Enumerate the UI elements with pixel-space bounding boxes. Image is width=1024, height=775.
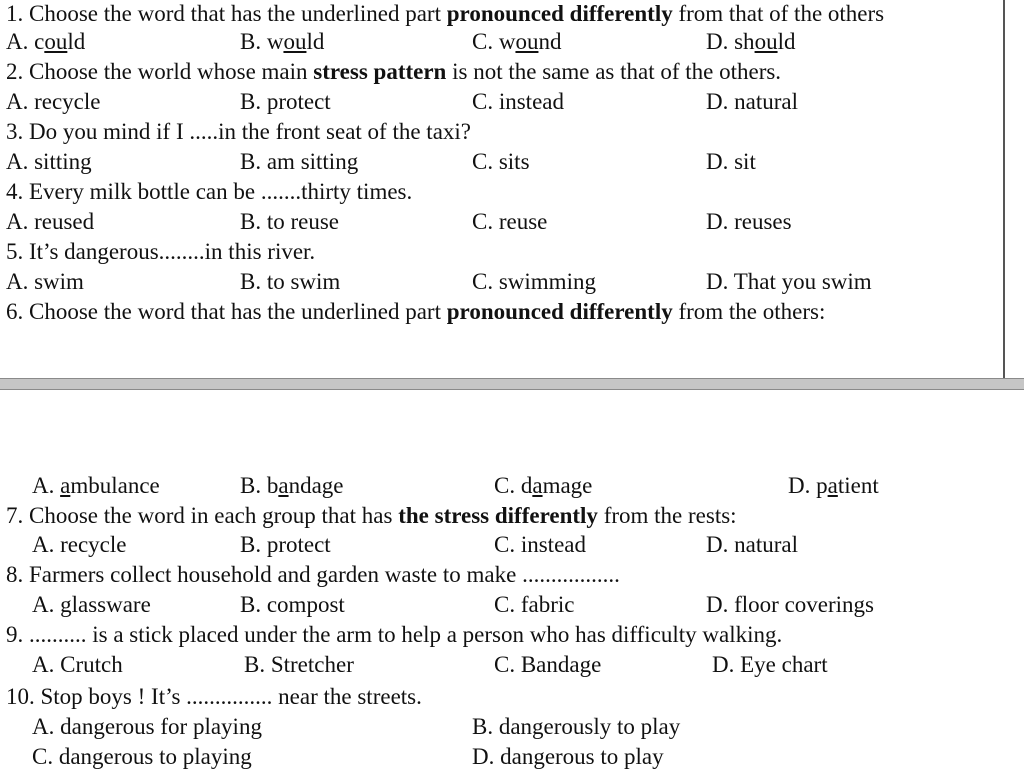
q8-option-a: A. glassware (32, 592, 151, 617)
q7-option-d: D. natural (706, 532, 798, 557)
q10-option-c: C. dangerous to playing (32, 744, 252, 769)
q3-option-b: B. am sitting (240, 149, 359, 174)
q7-option-a: A. recycle (32, 532, 127, 557)
question-5: 5. It’s dangerous........in this river. (6, 239, 316, 264)
q9-option-b: B. Stretcher (244, 652, 354, 677)
q9-option-d: D. Eye chart (712, 652, 828, 677)
q5-option-c: C. swimming (472, 269, 596, 294)
q5-option-a: A. swim (6, 269, 84, 294)
q10-option-a: A. dangerous for playing (32, 714, 262, 739)
question-7: 7. Choose the word in each group that has the stress differently from the rests: (6, 503, 737, 528)
q8-option-c: C. fabric (494, 592, 575, 617)
q3-option-d: D. sit (706, 149, 756, 174)
q2-option-c: C. instead (472, 89, 564, 114)
q1-option-c: C. wound (472, 29, 562, 54)
question-4: 4. Every milk bottle can be .......thirty times. (6, 179, 413, 204)
question-1: 1. Choose the word that has the underlined part pronounced differently from that of the others (6, 1, 885, 26)
q6-option-a: A. ambulance (32, 473, 160, 498)
page-edge (1003, 0, 1005, 378)
q8-option-b: B. compost (240, 592, 345, 617)
question-3: 3. Do you mind if I .....in the front seat of the taxi? (6, 119, 472, 144)
q10-option-d: D. dangerous to play (472, 744, 664, 769)
q5-option-d: D. That you swim (706, 269, 872, 294)
q6-option-d: D. patient (788, 473, 879, 498)
q9-option-a: A. Crutch (32, 652, 123, 677)
q1-option-b: B. would (240, 29, 325, 54)
q10-option-b: B. dangerously to play (472, 714, 681, 739)
q3-option-c: C. sits (472, 149, 530, 174)
question-2: 2. Choose the world whose main stress pattern is not the same as that of the others. (6, 59, 782, 84)
question-6: 6. Choose the word that has the underlined part pronounced differently from the others: (6, 299, 826, 324)
q4-option-d: D. reuses (706, 209, 792, 234)
q3-option-a: A. sitting (6, 149, 92, 174)
q6-option-c: C. damage (494, 473, 593, 498)
question-10: 10. Stop boys ! It’s ............... near the streets. (6, 684, 422, 709)
q2-option-d: D. natural (706, 89, 798, 114)
q2-option-b: B. protect (240, 89, 331, 114)
q8-option-d: D. floor coverings (706, 592, 874, 617)
q7-option-c: C. instead (494, 532, 586, 557)
question-9: 9. .......... is a stick placed under the arm to help a person who has difficulty walking. (6, 622, 783, 647)
q4-option-c: C. reuse (472, 209, 548, 234)
q2-option-a: A. recycle (6, 89, 101, 114)
q9-option-c: C. Bandage (494, 652, 602, 677)
q7-option-b: B. protect (240, 532, 331, 557)
q4-option-a: A. reused (6, 209, 95, 234)
q5-option-b: B. to swim (240, 269, 341, 294)
question-8: 8. Farmers collect household and garden waste to make ................. (6, 562, 620, 587)
q6-option-b: B. bandage (240, 473, 344, 498)
q4-option-b: B. to reuse (240, 209, 340, 234)
page-break (0, 378, 1024, 390)
q1-option-d: D. should (706, 29, 796, 54)
q1-option-a: A. could (6, 29, 86, 54)
